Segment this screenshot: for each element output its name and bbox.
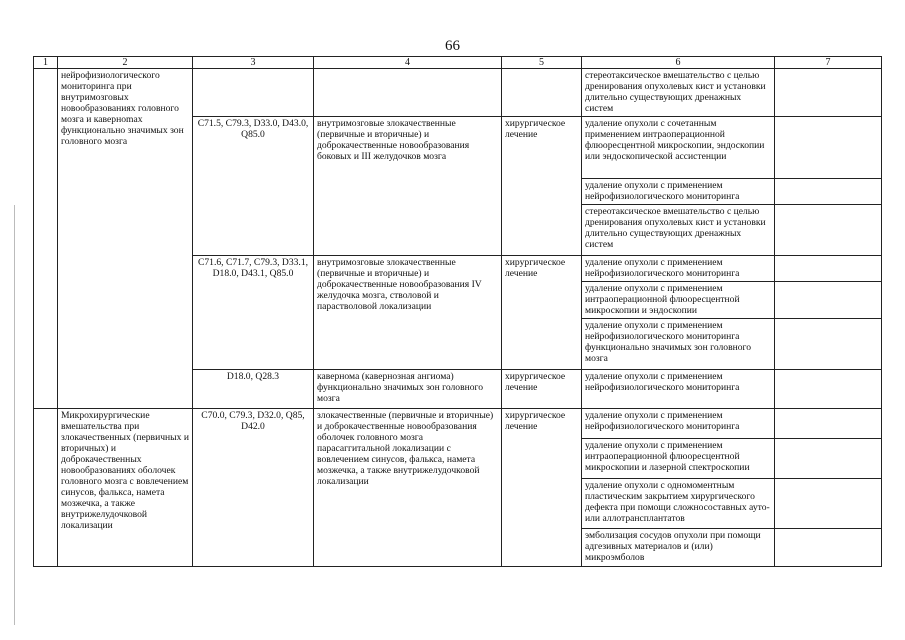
treatment-method: удаление опухоли с применением нейрофизиологического мониторинга (582, 370, 775, 409)
treatment-method: удаление опухоли с применением нейрофизиологического мониторинга (582, 179, 775, 205)
cell-col7 (775, 69, 882, 117)
intervention-description: нейрофизиологического мониторинга при внутримозговых новообразованиях головного мозга и кавернomах функционально значимых зон головного мозга (58, 69, 193, 409)
header-col-6: 6 (582, 57, 775, 69)
intervention-description: Микрохирургические вмешательства при злокачественных (первичных и вторичных) и доброкачественных новообразованиях оболочек головного мозга с вовлечением синусов, фалькса, намета мозжечка, а также внутрижелудочковой локализации (58, 409, 193, 567)
table-row (34, 409, 882, 439)
treatment-type: хирургическое лечение (502, 409, 582, 567)
cell-col7 (775, 179, 882, 205)
icd-codes: D18.0, Q28.3 (193, 370, 314, 409)
page-number: 66 (445, 38, 460, 54)
table-header-row (34, 57, 882, 69)
icd-codes: C71.5, C79.3, D33.0, D43.0, Q85.0 (193, 117, 314, 256)
treatment-method: стереотаксическое вмешательство с целью дренирования опухолевых кист и установки длительно существующих дренажных систем (582, 205, 775, 256)
cell-codes (193, 69, 314, 117)
cell-number (34, 409, 58, 567)
treatment-method: удаление опухоли с сочетанным применением интраоперационной флюоресцентной микроскопии, эндоскопии или эндоскопической ассистенции (582, 117, 775, 179)
header-col-2: 2 (58, 57, 193, 69)
treatment-method: эмболизация сосудов опухоли при помощи адгезивных материалов и (или) микроэмболов (582, 529, 775, 567)
disease-model: злокачественные (первичные и вторичные) и доброкачественные новообразования оболочек головного мозга парасаггитальной локализации с вовлечением синусов, фалькса, намета мозжечка, а также внутрижелудочковой локализации (314, 409, 502, 567)
icd-codes: C71.6, C71.7, C79.3, D33.1, D18.0, D43.1, Q85.0 (193, 256, 314, 370)
medical-care-table (33, 56, 882, 567)
treatment-method: удаление опухоли с применением интраоперационной флюоресцентной микроскопии и лазерной спектроскопии (582, 439, 775, 479)
treatment-method: удаление опухоли с применением нейрофизиологического мониторинга (582, 409, 775, 439)
cell-col7 (775, 409, 882, 439)
cell-disease (314, 69, 502, 117)
treatment-method: удаление опухоли с применением нейрофизиологического мониторинга функционально значимых зон головного мозга (582, 319, 775, 370)
treatment-method: удаление опухоли с применением нейрофизиологического мониторинга (582, 256, 775, 282)
header-col-4: 4 (314, 57, 502, 69)
header-col-1: 1 (34, 57, 58, 69)
cell-col7 (775, 370, 882, 409)
cell-col7 (775, 205, 882, 256)
header-col-7: 7 (775, 57, 882, 69)
cell-col7 (775, 319, 882, 370)
treatment-type: хирургическое лечение (502, 370, 582, 409)
treatment-method: стереотаксическое вмешательство с целью дренирования опухолевых кист и установки длительно существующих дренажных систем (582, 69, 775, 117)
disease-model: внутримозговые злокачественные (первичные и вторичные) и доброкачественные новообразования боковых и III желудочков мозга (314, 117, 502, 256)
disease-model: каверномa (кавернозная ангиома) функционально значимых зон головного мозга (314, 370, 502, 409)
disease-model: внутримозговые злокачественные (первичные и вторичные) и доброкачественные новообразования IV желудочка мозга, стволовой и парастволовой локализации (314, 256, 502, 370)
cell-col7 (775, 529, 882, 567)
cell-col7 (775, 479, 882, 529)
icd-codes: C70.0, C79.3, D32.0, Q85, D42.0 (193, 409, 314, 567)
header-col-5: 5 (502, 57, 582, 69)
scan-margin-line (14, 205, 15, 625)
header-col-3: 3 (193, 57, 314, 69)
treatment-type: хирургическое лечение (502, 256, 582, 370)
treatment-method: удаление опухоли с одномоментным пластическим закрытием хирургического дефекта при помощи сложносоставных ауто- или аллотрансплантатов (582, 479, 775, 529)
table-row (34, 69, 882, 117)
cell-col7 (775, 256, 882, 282)
treatment-method: удаление опухоли с применением интраоперационной флюоресцентной микроскопии и эндоскопии (582, 282, 775, 319)
cell-treatment-type (502, 69, 582, 117)
cell-col7 (775, 117, 882, 179)
treatment-type: хирургическое лечение (502, 117, 582, 256)
cell-number (34, 69, 58, 409)
cell-col7 (775, 439, 882, 479)
cell-col7 (775, 282, 882, 319)
